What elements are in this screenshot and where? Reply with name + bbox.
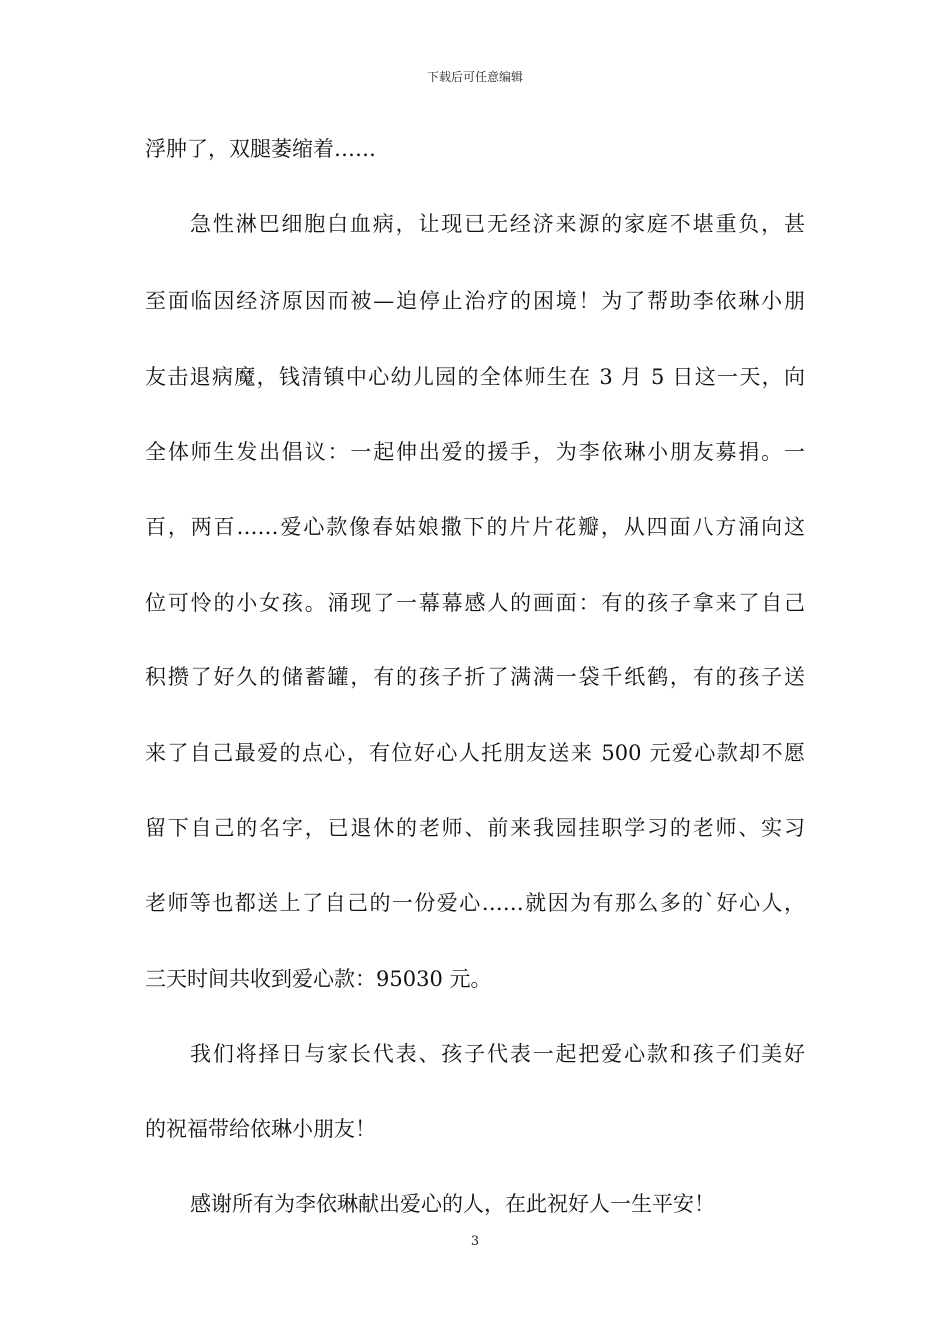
- text-line: 感谢所有为李依琳献出爱心的人，在此祝好人一生平安！: [190, 1192, 715, 1216]
- page-number: 3: [470, 1234, 480, 1249]
- text-line: 积攒了好久的储蓄罐，有的孩子折了满满一袋千纸鹤，有的孩子送: [145, 665, 805, 689]
- text-line: 百，两百……爱心款像春姑娘撒下的片片花瓣，从四面八方涌向这: [145, 515, 805, 539]
- text-line: 友击退病魔，钱清镇中心幼儿园的全体师生在 3 月 5 日这一天，向: [145, 365, 805, 389]
- text-line: 来了自己最爱的点心，有位好心人托朋友送来 500 元爱心款却不愿: [145, 741, 805, 765]
- text-line: 至面临因经济原因而被—迫停止治疗的困境！为了帮助李依琳小朋: [145, 289, 805, 313]
- text-line: 位可怜的小女孩。涌现了一幕幕感人的画面：有的孩子拿来了自己: [145, 591, 805, 615]
- text-line: 全体师生发出倡议：一起伸出爱的援手，为李依琳小朋友募捐。一: [145, 440, 805, 464]
- text-line: 三天时间共收到爱心款：95030 元。: [145, 967, 492, 991]
- text-line: 留下自己的名字，已退休的老师、前来我园挂职学习的老师、实习: [145, 816, 805, 840]
- text-line: 浮肿了，双腿萎缩着……: [145, 137, 376, 161]
- page-header: 下载后可任意编辑: [426, 70, 523, 84]
- text-line: 的祝福带给依琳小朋友！: [145, 1117, 376, 1141]
- text-line: 急性淋巴细胞白血病，让现已无经济来源的家庭不堪重负，甚: [190, 212, 805, 236]
- text-line: 我们将择日与家长代表、孩子代表一起把爱心款和孩子们美好: [190, 1042, 805, 1066]
- text-line: 老师等也都送上了自己的一份爱心……就因为有那么多的`好心人，: [145, 891, 805, 915]
